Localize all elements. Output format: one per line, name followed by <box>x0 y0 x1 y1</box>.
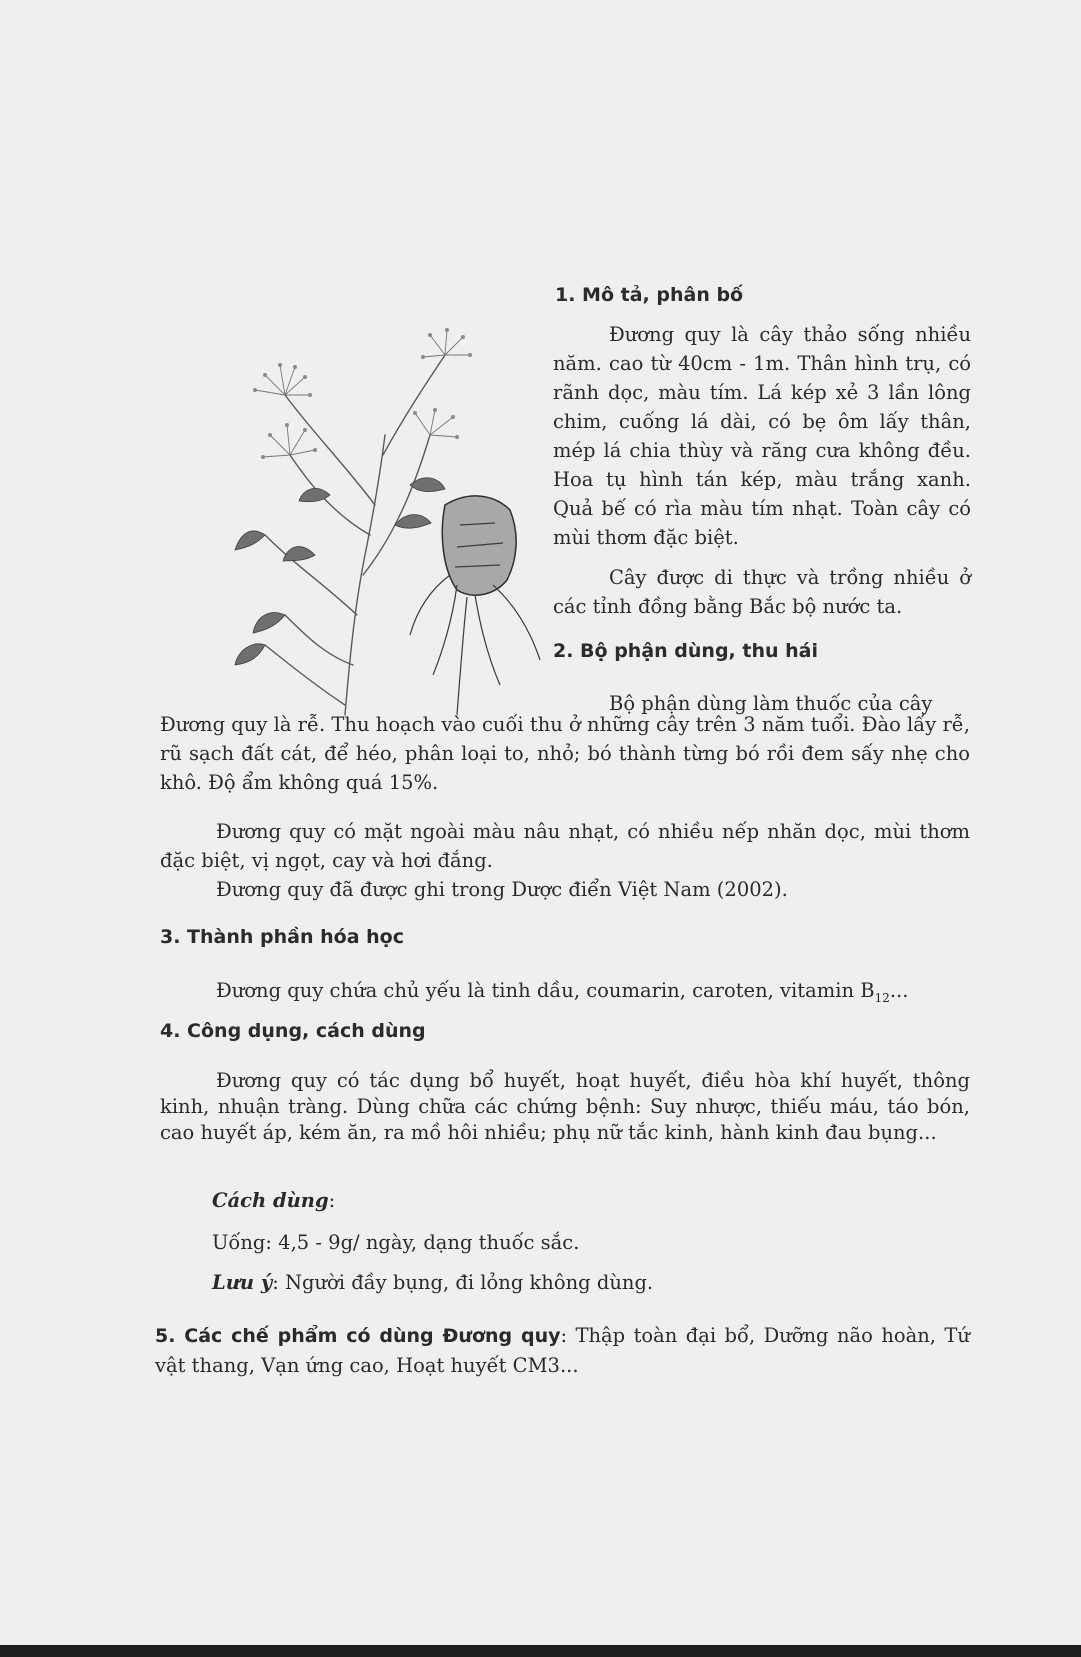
section-5-title: 5. Các chế phẩm có dùng Đương quy <box>155 1325 561 1347</box>
usage-label-line: Cách dùng: <box>212 1189 336 1212</box>
section-2-paragraph-3: Đương quy đã được ghi trong Dược điển Việt Nam (2002). <box>216 878 788 901</box>
section-2-paragraph-1-cont: Đương quy là rễ. Thu hoạch vào cuối thu ở những cây trên 3 năm tuổi. Đào lấy rễ, rũ sạch đất cát, để héo, phân loại to, nhỏ; bó thành từng bó rồi đem sấy nhẹ cho khô. Độ ẩm không quá 15%. <box>160 713 970 794</box>
section-2-paragraph-1-start: Bộ phận dùng làm thuốc của cây <box>609 692 933 715</box>
section-1-paragraph-2: Cây được di thực và trồng nhiều ở các tỉnh đồng bằng Bắc bộ nước ta. <box>553 566 971 618</box>
section-1-title: 1. Mô tả, phân bố <box>555 284 744 306</box>
scan-bottom-edge <box>0 1645 1081 1657</box>
usage-label: Cách dùng <box>212 1189 329 1212</box>
section-2-paragraph-2: Đương quy có mặt ngoài màu nâu nhạt, có nhiều nếp nhăn dọc, mùi thơm đặc biệt, vị ngọt, cay và hơi đắng. <box>160 820 970 872</box>
section-5-paragraph: 5. Các chế phẩm có dùng Đương quy: Thập toàn đại bổ, Dưỡng não hoàn, Tứ vật thang, Vạn ứng cao, Hoạt huyết CM3... <box>155 1324 970 1377</box>
angelica-plant-illustration <box>195 285 570 735</box>
section-4-paragraph: Đương quy có tác dụng bổ huyết, hoạt huyết, điều hòa khí huyết, thông kinh, nhuận tràng. Dùng chữa các chứng bệnh: Suy nhược, thiếu máu, táo bón, cao huyết áp, kém ăn, ra mồ hôi nhiều; phụ nữ tắc kinh, hành kinh đau bụng... <box>160 1069 970 1144</box>
note-line: Lưu ý: Người đầy bụng, đi lỏng không dùng. <box>212 1271 654 1294</box>
note-label: Lưu ý <box>212 1271 273 1294</box>
section-4-title: 4. Công dụng, cách dùng <box>160 1020 426 1042</box>
section-3-paragraph: Đương quy chứa chủ yếu là tinh dầu, coumarin, caroten, vitamin $B_{12}$... <box>216 979 909 1005</box>
section-3-title: 3. Thành phần hóa học <box>160 926 404 948</box>
subscript: 12 <box>874 990 890 1005</box>
usage-text: Uống: 4,5 - 9g/ ngày, dạng thuốc sắc. <box>212 1231 580 1254</box>
section-1-paragraph-1: Đương quy là cây thảo sống nhiều năm. cao từ 40cm - 1m. Thân hình trụ, có rãnh dọc, màu tím. Lá kép xẻ 3 lần lông chim, cuống lá dài, có bẹ ôm lấy thân, mép lá chia thùy và răng cưa không đều. Hoa tụ hình tán kép, màu trắng xanh. Quả bế có rìa màu tím nhạt. Toàn cây có mùi thơm đặc biệt. <box>553 323 971 549</box>
section-2-title: 2. Bộ phận dùng, thu hái <box>553 640 818 662</box>
